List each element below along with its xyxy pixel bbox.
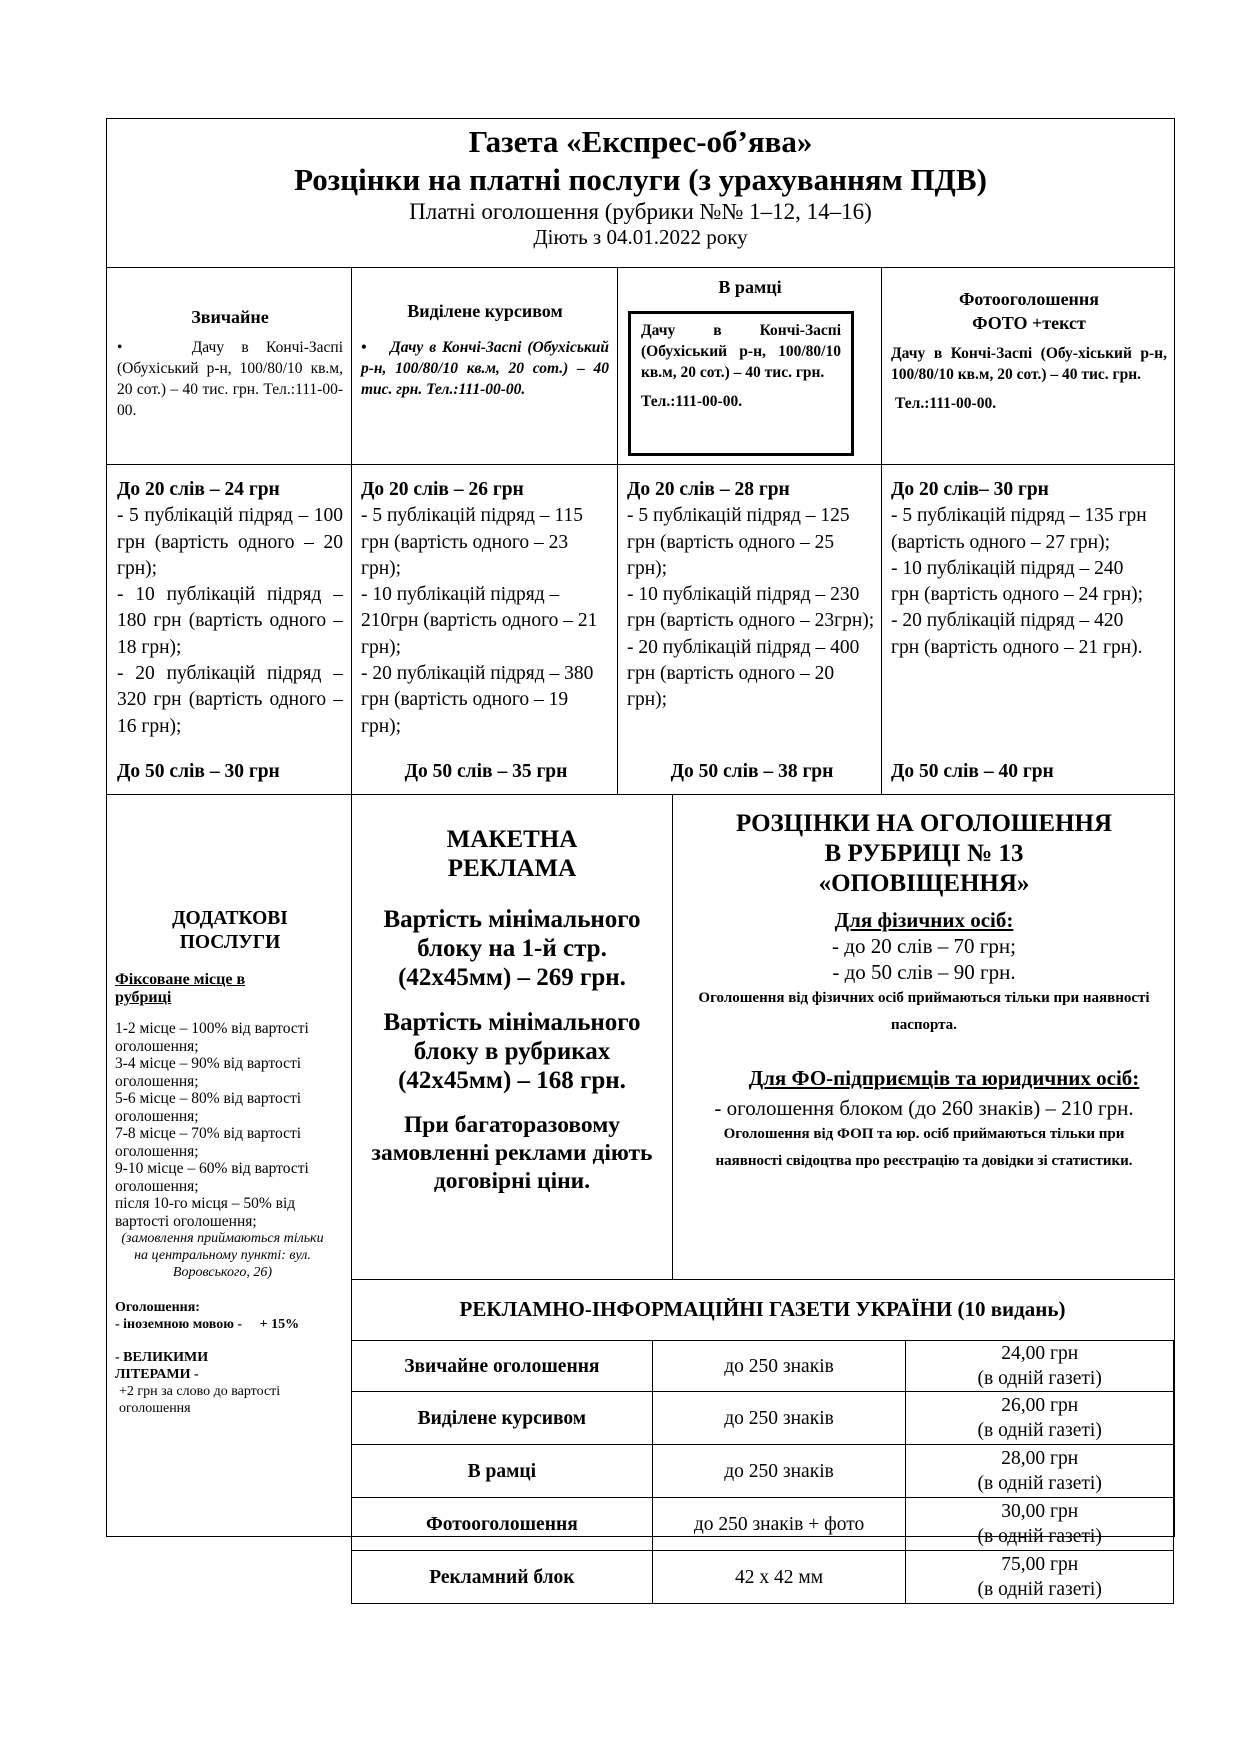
price-unit: (в одній газеті) — [977, 1420, 1102, 1441]
divider — [672, 794, 673, 1279]
legal-price: - оголошення блоком (до 260 знаків) – 210 грн. — [714, 1096, 1134, 1120]
price-base: До 20 слів – 24 грн — [117, 479, 280, 500]
order-note: (замовлення приймаються тільки на центральному пункті: вул. Воровського, 26) — [121, 1231, 324, 1280]
ad-sample — [361, 337, 609, 400]
row-size: до 250 знаків + фото — [652, 1498, 906, 1551]
rubric-13-title: РОЗЦІНКИ НА ОГОЛОШЕННЯ В РУБРИЦІ № 13 «ОПОВІЩЕННЯ» — [735, 810, 1113, 897]
price-20: - 20 публікацій підряд – 320 грн (вартість одного – 16 грн); — [117, 663, 343, 737]
row-name: В рамці — [352, 1445, 653, 1498]
sample-text: Дачу в Кончі-Заспі (Обухіський р-н, 100/80/10 кв.м, 20 сот.) – 40 тис. грн. Тел.:111-00-00. — [361, 339, 610, 398]
price-value: 26,00 грн — [1001, 1395, 1079, 1416]
extra-title-line1: ДОДАТКОВІ — [172, 908, 288, 929]
price-unit: (в одній газеті) — [977, 1473, 1102, 1494]
divider — [107, 794, 1174, 795]
foreign-label: - іноземною мовою - — [115, 1317, 243, 1332]
price-photo — [891, 477, 1151, 661]
price-base: До 20 слів– 30 грн — [891, 479, 1049, 500]
header — [107, 123, 1174, 249]
caps-price: +2 грн за слово до вартості оголошення — [119, 1384, 281, 1416]
sample-phone: Тел.:111-00-00. — [641, 393, 743, 410]
price-value: 75,00 грн — [1001, 1554, 1079, 1575]
row-size: до 250 знаків — [652, 1445, 906, 1498]
ad-type-framed — [627, 275, 873, 299]
bullet: • — [361, 339, 367, 356]
price-unit: (в одній газеті) — [977, 1526, 1102, 1547]
individuals-price-20: - до 20 слів – 70 грн; — [832, 934, 1016, 958]
network-table — [351, 1340, 1174, 1604]
price-20: - 20 публікацій підряд – 400 грн (вартість одного – 20 грн); — [627, 636, 860, 711]
fixed-place-title: Фіксоване місце в рубриці — [115, 971, 246, 1006]
ad-sample — [117, 337, 343, 421]
price-list-page — [106, 118, 1175, 1600]
row-price — [906, 1498, 1174, 1551]
row-price — [906, 1445, 1174, 1498]
place-item: після 10-го місця – 50% від вартості оголошення; — [115, 1195, 296, 1230]
extra-title-line2: ПОСЛУГИ — [179, 932, 281, 953]
ad-type-italic — [361, 299, 609, 400]
divider — [881, 267, 882, 794]
divider — [107, 464, 1174, 465]
ad-type-photo — [891, 287, 1167, 414]
price-base: До 20 слів – 26 грн — [361, 479, 524, 500]
bullet: • — [117, 339, 123, 356]
price-unit: (в одній газеті) — [977, 1368, 1102, 1389]
price-50-regular: До 50 слів – 30 грн — [117, 761, 280, 782]
ad-type-title: В рамці — [718, 277, 782, 297]
layout-ad-bulk-note: При багаторазовому замовленні реклами діють договірні ціни. — [371, 1112, 653, 1194]
layout-ad-rubric-price: Вартість мінімального блоку в рубриках (42х45мм) – 168 грн. — [383, 1009, 641, 1094]
fixed-place-list — [115, 1020, 330, 1230]
price-10: - 10 публікацій підряд – 210грн (вартість одного – 21 грн); — [361, 584, 598, 658]
row-size: до 250 знаків — [652, 1392, 906, 1445]
row-name: Рекламний блок — [352, 1551, 653, 1604]
ad-type-regular — [117, 305, 343, 421]
price-20: - 20 публікацій підряд – 420 грн (вартість одного – 21 грн). — [891, 610, 1143, 658]
sample-text: Дачу в Кончі-Заспі (Обухіський р-н, 100/80/10 кв.м, 20 сот.) – 40 тис. грн. — [641, 322, 841, 381]
price-regular — [117, 477, 343, 740]
price-5: - 5 публікацій підряд – 100 грн (вартість одного – 20 грн); — [117, 505, 343, 579]
layout-ad-front-page-price: Вартість мінімального блоку на 1-й стр. (42х45мм) – 269 грн. — [383, 906, 641, 991]
extra-title — [115, 907, 345, 955]
sample-text: Дачу в Кончі-Заспі (Обу-хіський р-н, 100/80/10 кв.м, 20 сот.) – 40 тис. грн. — [891, 345, 1167, 383]
divider — [617, 267, 618, 794]
ads-label: Оголошення: — [115, 1300, 200, 1315]
ad-type-subtitle: ФОТО +текст — [972, 313, 1086, 333]
price-10: - 10 публікацій підряд – 240 грн (вартість одного – 24 грн); — [891, 557, 1144, 606]
rubric-13 — [677, 809, 1171, 1175]
price-value: 28,00 грн — [1001, 1448, 1079, 1469]
table-row — [352, 1341, 1174, 1392]
price-50-framed: До 50 слів – 38 грн — [670, 761, 834, 782]
divider — [351, 267, 352, 794]
price-5: - 5 публікацій підряд – 135 грн (вартість одного – 27 грн); — [891, 505, 1147, 553]
price-50-italic: До 50 слів – 35 грн — [404, 761, 568, 782]
table-row — [352, 1445, 1174, 1498]
divider — [107, 267, 1174, 268]
extra-services — [115, 907, 345, 1417]
divider — [351, 1279, 1174, 1280]
framed-ad-sample — [628, 311, 854, 456]
price-framed — [627, 477, 877, 714]
table-row — [352, 1392, 1174, 1445]
price-italic — [361, 477, 611, 740]
caps-label: - ВЕЛИКИМИ ЛІТЕРАМИ - — [115, 1350, 209, 1382]
place-item: 1-2 місце – 100% від вартості оголошення; — [115, 1020, 309, 1055]
legal-title: Для ФО-підприємців та юридичних осіб: — [748, 1066, 1140, 1090]
row-price — [906, 1392, 1174, 1445]
row-size: до 250 знаків — [652, 1341, 906, 1392]
price-5: - 5 публікацій підряд – 115 грн (вартість одного – 23 грн); — [361, 505, 583, 579]
layout-ad-title: МАКЕТНА РЕКЛАМА — [446, 826, 578, 882]
layout-advertising — [361, 825, 663, 1195]
row-name: Виділене курсивом — [352, 1392, 653, 1445]
row-name: Фотооголошення — [352, 1498, 653, 1551]
foreign-surcharge: + 15% — [259, 1317, 300, 1332]
price-50-photo: До 50 слів – 40 грн — [891, 761, 1054, 782]
price-20: - 20 публікацій підряд – 380 грн (вартість одного – 19 грн); — [361, 663, 594, 737]
price-base: До 20 слів – 28 грн — [627, 479, 790, 500]
newspaper-title: Газета «Експрес-об’ява» — [468, 124, 813, 159]
price-value: 24,00 грн — [1001, 1343, 1079, 1364]
individuals-note: Оголошення від фізичних осіб приймаються тільки при наявності паспорта. — [698, 990, 1150, 1033]
place-item: 5-6 місце – 80% від вартості оголошення; — [115, 1090, 302, 1125]
row-size: 42 х 42 мм — [652, 1551, 906, 1604]
network-title: РЕКЛАМНО-ІНФОРМАЦІЙНІ ГАЗЕТИ УКРАЇНИ (10 видань) — [459, 1297, 1066, 1321]
legal-note: Оголошення від ФОП та юр. осіб приймаються тільки при наявності свідоцтва про реєстрацію та довідки зі статистики. — [715, 1126, 1133, 1169]
row-name: Звичайне оголошення — [352, 1341, 653, 1392]
rubrics-line: Платні оголошення (рубрики №№ 1–12, 14–16) — [409, 199, 872, 224]
price-value: 30,00 грн — [1001, 1501, 1079, 1522]
foreign-language-row — [115, 1316, 345, 1333]
individuals-title: Для фізичних осіб: — [834, 908, 1014, 932]
place-item: 3-4 місце – 90% від вартості оголошення; — [115, 1055, 302, 1090]
ad-type-title: Звичайне — [191, 307, 269, 327]
row-price — [906, 1341, 1174, 1392]
ad-type-title: Фотооголошення — [958, 289, 1100, 309]
price-list-title: Розцінки на платні послуги (з урахуванням ПДВ) — [294, 162, 987, 197]
place-item: 7-8 місце – 70% від вартості оголошення; — [115, 1125, 302, 1160]
sample-phone: Тел.:111-00-00. — [895, 395, 997, 412]
price-10: - 10 публікацій підряд – 180 грн (вартість одного – 18 грн); — [117, 584, 343, 658]
place-item: 9-10 місце – 60% від вартості оголошення; — [115, 1160, 309, 1195]
price-unit: (в одній газеті) — [977, 1579, 1102, 1600]
price-10: - 10 публікацій підряд – 230 грн (вартість одного – 23грн); — [627, 584, 875, 632]
individuals-price-50: - до 50 слів – 90 грн. — [832, 960, 1016, 984]
ad-type-title: Виділене курсивом — [407, 301, 563, 321]
table-row — [352, 1551, 1174, 1604]
sample-text: Дачу в Кончі-Заспі (Обухіський р-н, 100/80/10 кв.м, 20 сот.) – 40 тис. грн. Тел.:111-00-00. — [117, 339, 344, 419]
row-price — [906, 1551, 1174, 1604]
price-5: - 5 публікацій підряд – 125 грн (вартість одного – 25 грн); — [627, 505, 850, 579]
valid-from: Діють з 04.01.2022 року — [533, 225, 748, 249]
table-row — [352, 1498, 1174, 1551]
